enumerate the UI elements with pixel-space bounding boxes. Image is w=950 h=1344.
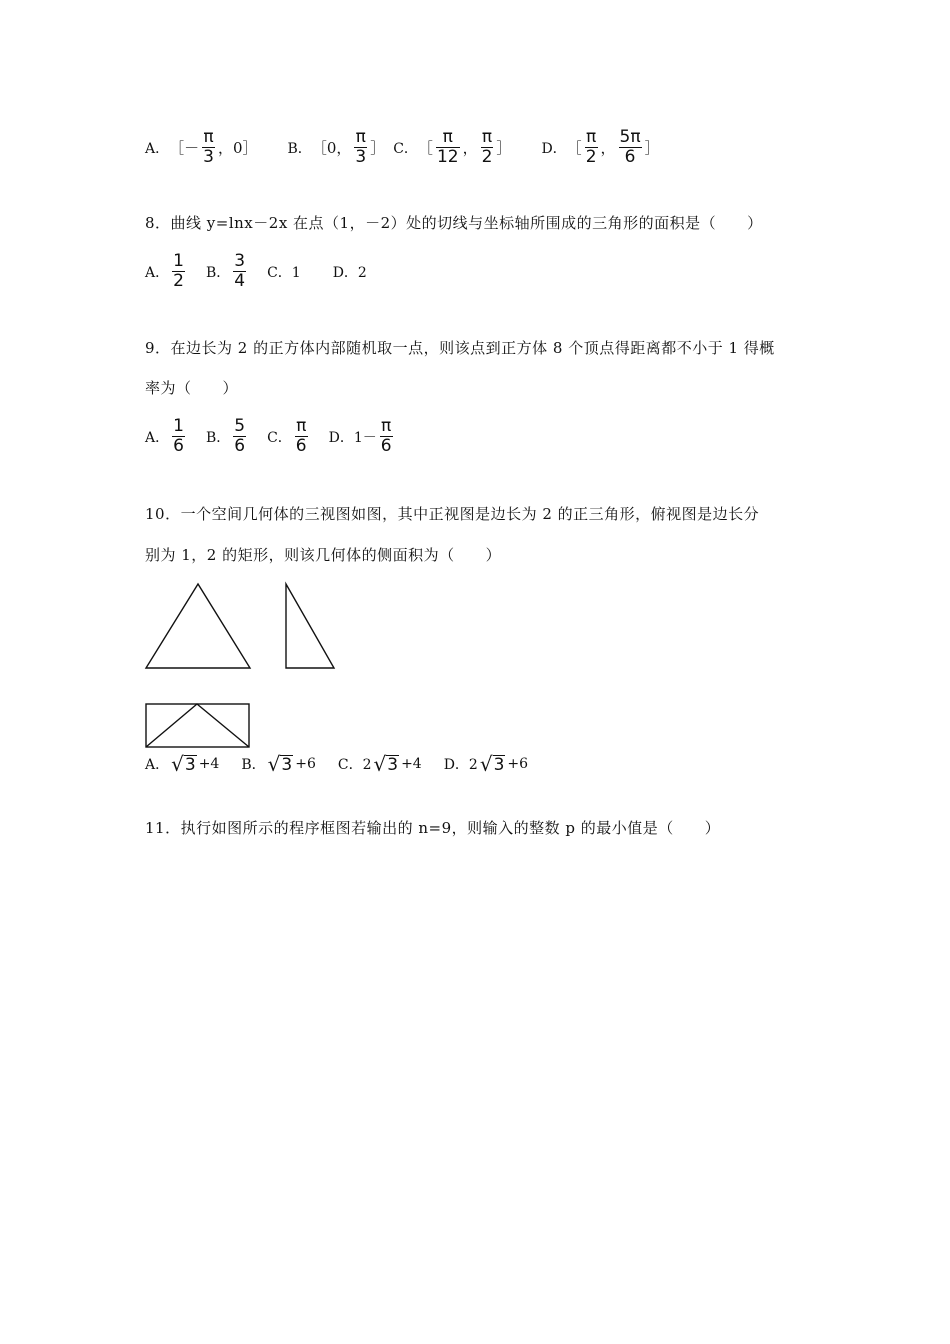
radicand: 3: [387, 755, 399, 775]
bracket: ，0］: [217, 139, 258, 157]
option-tail: +4: [198, 756, 220, 772]
bracket: ［0，: [311, 139, 352, 157]
numerator: π: [381, 416, 392, 436]
fraction: [202, 128, 215, 167]
q9-option-a: [145, 417, 188, 456]
option-label: B．: [205, 264, 231, 281]
q8-options: [145, 252, 367, 291]
option-label: A．: [145, 264, 170, 281]
front-view-triangle: [140, 578, 260, 678]
option-tail: +6: [295, 756, 316, 772]
q7-option-c: [393, 128, 511, 167]
q9-option-c: [267, 417, 311, 456]
q8-option-c: C．1: [267, 264, 301, 281]
square-root: √ 3: [267, 752, 293, 776]
q10-option-b: [241, 754, 316, 774]
fraction: [481, 128, 494, 167]
square-root: √ 3: [171, 752, 196, 776]
option-label: D．: [541, 140, 567, 157]
denominator: 6: [624, 147, 636, 167]
option-label: B．: [241, 757, 266, 773]
q7-option-d: [541, 128, 659, 167]
top-view-inner-lines: [146, 704, 249, 747]
fraction: [233, 417, 246, 456]
q9-options: [145, 417, 396, 456]
q10-text-line1: 10．一个空间几何体的三视图如图，其中正视图是边长为 2 的正三角形，俯视图是边长分: [145, 505, 760, 523]
separator: ，: [600, 139, 616, 157]
q10-options: [145, 754, 528, 774]
bracket: ［: [417, 139, 433, 157]
separator: ，: [462, 139, 478, 157]
numerator: 1: [173, 416, 184, 436]
denominator: 2: [481, 147, 493, 167]
q10-option-a: [145, 754, 219, 774]
fraction: [380, 417, 393, 456]
denominator: 4: [234, 271, 246, 291]
q9-text-line2: 率为（ ）: [145, 379, 239, 397]
numerator: 3: [234, 251, 246, 271]
bracket: ］: [644, 139, 660, 157]
option-label: C．: [393, 140, 418, 157]
numerator: 5: [234, 416, 246, 436]
side-view-triangle: [280, 578, 345, 678]
option-label: B．: [205, 429, 231, 446]
denominator: 3: [355, 147, 367, 167]
fraction: [585, 128, 598, 167]
denominator: 6: [295, 436, 307, 456]
bracket: ［－: [169, 139, 200, 157]
q9-text-line1: 9．在边长为 2 的正方体内部随机取一点，则该点到正方体 8 个顶点得距离都不小于 1 得概: [145, 339, 775, 357]
fraction: [619, 128, 642, 167]
q7-option-b: [288, 128, 386, 167]
bracket: ］: [496, 139, 512, 157]
numerator: π: [203, 127, 214, 147]
fraction: [172, 252, 185, 291]
bracket: ］: [370, 139, 386, 157]
radicand: 3: [281, 755, 293, 775]
numerator: π: [442, 127, 453, 147]
square-root: √ 3: [373, 752, 399, 776]
option-label: A．: [145, 757, 170, 773]
option-label: A．: [145, 140, 170, 157]
top-view-outline: [146, 704, 249, 747]
fraction: [354, 128, 367, 167]
numerator: π: [355, 127, 366, 147]
numerator: π: [296, 416, 307, 436]
bracket: ［: [566, 139, 582, 157]
q9-option-b: [206, 417, 249, 456]
option-label: B．: [287, 140, 312, 157]
radicand: 3: [184, 755, 196, 775]
radicand: 3: [493, 755, 505, 775]
front-view-outline: [146, 584, 250, 668]
numerator: π: [585, 127, 597, 147]
q10-option-c: [338, 754, 422, 774]
option-tail: +4: [401, 756, 422, 772]
fraction: [172, 417, 185, 456]
denominator: 2: [585, 147, 597, 167]
q10-text-line2: 别为 1，2 的矩形，则该几何体的侧面积为（ ）: [145, 546, 502, 564]
top-view-rectangle: [140, 698, 260, 754]
q8-option-d: D．2: [332, 264, 367, 281]
q8-text: 8．曲线 y=lnx－2x 在点（1，－2）处的切线与坐标轴所围成的三角形的面积是（ ）: [145, 214, 763, 232]
numerator: 1: [173, 251, 184, 271]
q8-option-b: [206, 252, 249, 291]
denominator: 3: [203, 147, 214, 167]
side-view-outline: [286, 584, 334, 668]
denominator: 6: [173, 436, 184, 456]
fraction: [233, 252, 246, 291]
q11-text: 11．执行如图所示的程序框图若输出的 n=9，则输入的整数 p 的最小值是（ ）: [145, 819, 721, 837]
option-label: D．1－: [328, 429, 377, 446]
denominator: 6: [380, 436, 392, 456]
option-label: C．: [267, 429, 292, 446]
option-label: A．: [145, 429, 170, 446]
numerator: π: [481, 127, 493, 147]
fraction: [436, 128, 460, 167]
denominator: 6: [234, 436, 246, 456]
option-tail: +6: [507, 756, 529, 772]
fraction: [295, 417, 308, 456]
option-label: D．2: [443, 757, 478, 773]
square-root: √ 3: [479, 752, 505, 776]
q7-options: [145, 128, 660, 167]
q9-option-d: [329, 417, 396, 456]
denominator: 2: [173, 271, 184, 291]
q8-option-a: [145, 252, 188, 291]
option-label: C．2: [337, 757, 372, 773]
denominator: 12: [436, 147, 459, 167]
q7-option-a: [145, 128, 258, 167]
numerator: 5π: [619, 127, 641, 147]
q10-option-d: [444, 754, 528, 774]
